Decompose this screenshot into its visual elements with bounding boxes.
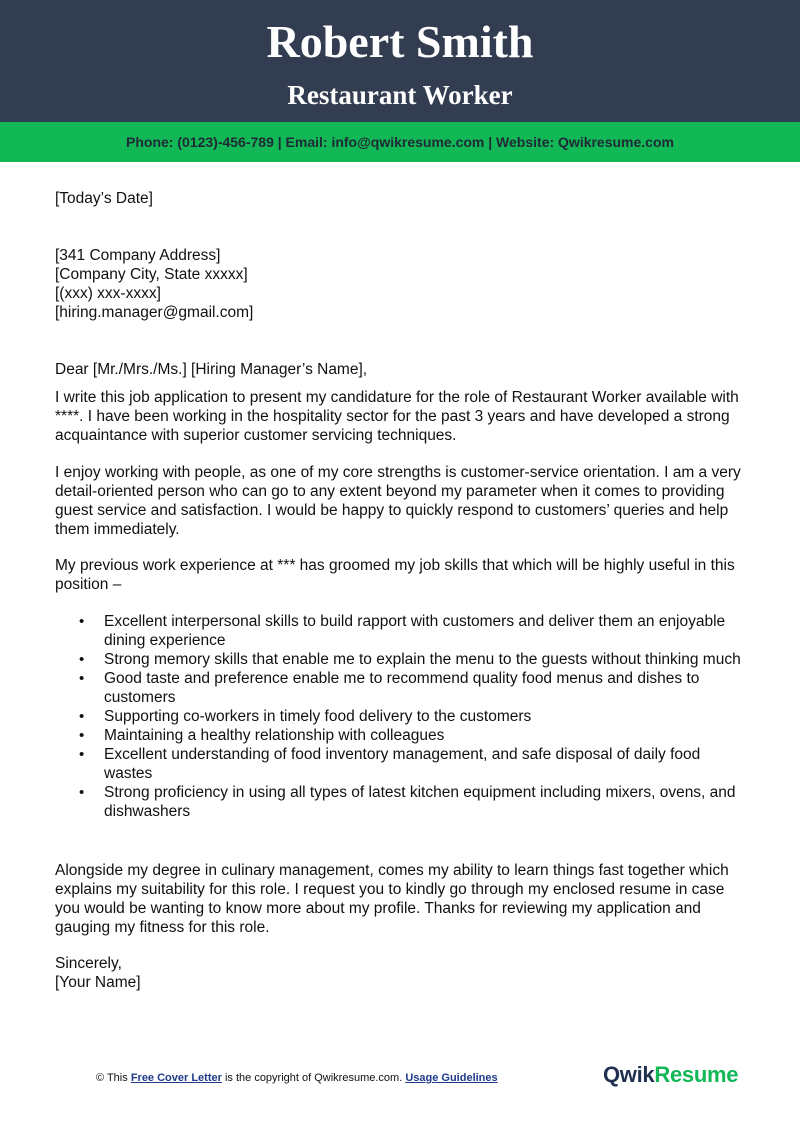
address-line: [(xxx) xxx-xxxx] bbox=[55, 285, 161, 302]
bullet-icon: • bbox=[79, 746, 85, 763]
bullet-icon: • bbox=[79, 727, 85, 744]
job-title: Restaurant Worker bbox=[287, 80, 513, 110]
address-line: [Company City, State xxxxx] bbox=[55, 266, 248, 283]
list-item: • Excellent understanding of food inventory management, and safe disposal of daily food wastes bbox=[79, 746, 701, 782]
contact-line: Phone: (0123)-456-789 | Email: info@qwikresume.com | Website: Qwikresume.com bbox=[126, 134, 674, 150]
usage-guidelines-link[interactable]: Usage Guidelines bbox=[405, 1072, 498, 1084]
letter-date: [Today’s Date] bbox=[55, 190, 153, 207]
recipient-address bbox=[55, 246, 745, 322]
list-item: • Good taste and preference enable me to recommend quality food menus and dishes to customers bbox=[79, 670, 700, 706]
signoff: Sincerely, bbox=[55, 955, 122, 972]
address-line: [hiring.manager@gmail.com] bbox=[55, 304, 254, 321]
salutation: Dear [Mr./Mrs./Ms.] [Hiring Manager’s Name], bbox=[55, 361, 368, 378]
signature: [Your Name] bbox=[55, 974, 141, 991]
paragraph-intro: I write this job application to present my candidature for the role of Restaurant Worker available with ****. I have been working in the hospitality sector for the past 3 years and have developed a strong acquaintance with superior customer servicing techniques. bbox=[55, 389, 739, 444]
list-item: • Strong proficiency in using all types of latest kitchen equipment including mixers, ovens, and dishwashers bbox=[79, 784, 736, 820]
paragraph-closing: Alongside my degree in culinary management, comes my ability to learn things fast together which explains my suitability for this role. I request you to kindly go through my enclosed resume in case you would be wanting to know more about my profile. Thanks for reviewing my application and gauging my fitness for this role. bbox=[55, 862, 729, 936]
list-item: • Strong memory skills that enable me to explain the menu to the guests without thinking much bbox=[79, 651, 741, 668]
signoff-block bbox=[55, 954, 745, 992]
bullet-icon: • bbox=[79, 784, 85, 801]
contact-bar bbox=[0, 122, 800, 162]
bullet-icon: • bbox=[79, 708, 85, 725]
qwikresume-logo[interactable]: QwikResume bbox=[603, 1062, 739, 1087]
applicant-name: Robert Smith bbox=[266, 16, 534, 67]
skills-list bbox=[55, 612, 745, 821]
header-banner bbox=[0, 0, 800, 122]
list-item: • Supporting co-workers in timely food delivery to the customers bbox=[79, 708, 532, 725]
paragraph-strengths: I enjoy working with people, as one of my core strengths is customer-service orientation. I am a very detail-oriented person who can go to any extent beyond my parameter when it comes to providing guest service and satisfaction. I would be happy to quickly respond to customers’ queries and help them immediately. bbox=[55, 464, 741, 538]
bullet-icon: • bbox=[79, 651, 85, 668]
free-cover-letter-link[interactable]: Free Cover Letter bbox=[130, 1072, 222, 1084]
bullet-icon: • bbox=[79, 670, 85, 687]
bullet-icon: • bbox=[79, 613, 85, 630]
address-line: [341 Company Address] bbox=[55, 247, 221, 264]
paragraph-experience: My previous work experience at *** has groomed my job skills that which will be highly useful in this position – bbox=[55, 557, 735, 593]
list-item: • Maintaining a healthy relationship with colleagues bbox=[79, 727, 445, 744]
footer-copyright: © This Free Cover Letter is the copyright of Qwikresume.com. Usage Guidelines bbox=[96, 1072, 498, 1084]
list-item: • Excellent interpersonal skills to build rapport with customers and deliver them an enjoyable dining experience bbox=[79, 613, 726, 649]
